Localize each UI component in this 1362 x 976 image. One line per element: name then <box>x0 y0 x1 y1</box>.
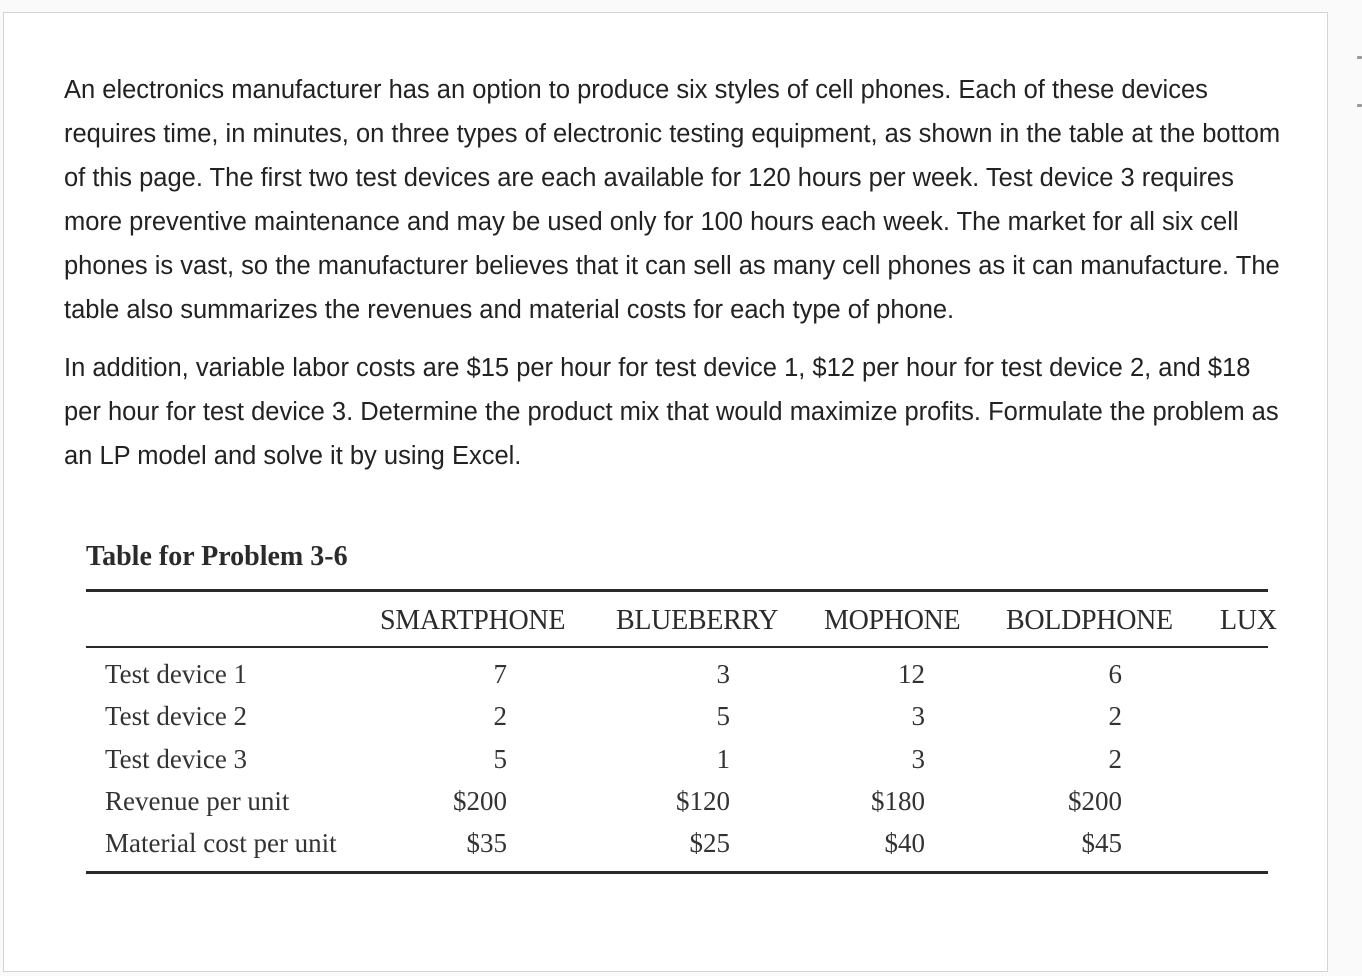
table-cell: 3 <box>911 744 925 774</box>
table-cell: $45 <box>1081 828 1122 858</box>
problem-text <box>64 68 1294 478</box>
table-cell: 6 <box>1108 659 1122 689</box>
table-cell: $180 <box>871 786 925 816</box>
row-label-test-device-3: Test device 3 <box>105 744 248 774</box>
table-cell: $35 <box>466 828 507 858</box>
row-label-revenue-per-unit: Revenue per unit <box>105 786 290 816</box>
table-cell: 7 <box>493 659 507 689</box>
table-cell: $25 <box>689 828 730 858</box>
table-cell: 3 <box>911 701 925 731</box>
problem-paragraph-2: In addition, variable labor costs are $15 per hour for test device 1, $12 per hour for test device 2, and $18 per hour for test device 3. Determine the product mix that would maximize profits. Formulate the problem as an LP model and solve it by using Excel. <box>64 354 1279 470</box>
table-top-rule <box>86 589 1268 592</box>
row-label-test-device-1: Test device 1 <box>105 659 248 689</box>
table-caption: Table for Problem 3-6 <box>86 541 348 572</box>
table-cell: $200 <box>1068 786 1122 816</box>
table-bottom-rule <box>86 871 1268 874</box>
data-table <box>86 589 1277 879</box>
table-cell: 5 <box>493 744 507 774</box>
column-header-smartphone: SMARTPHONE <box>380 605 566 636</box>
table-cell: 3 <box>716 659 730 689</box>
column-header-boldphone: BOLDPHONE <box>1006 605 1173 636</box>
row-label-test-device-2: Test device 2 <box>105 701 248 731</box>
column-header-blueberry: BLUEBERRY <box>616 605 779 636</box>
table-cell: $200 <box>453 786 507 816</box>
table-cell: 2 <box>1108 744 1122 774</box>
row-label-material-cost-per-unit: Material cost per unit <box>105 828 337 858</box>
scrollbar-marks <box>1355 40 1362 120</box>
table-cell: 2 <box>1108 701 1122 731</box>
table-cell: 5 <box>716 701 730 731</box>
table-cell: 1 <box>716 744 730 774</box>
problem-paragraph-1: An electronics manufacturer has an option to produce six styles of cell phones. Each of these devices requires time, in minutes, on three types of electronic testing equipment, as shown in the table at the bottom of this page. The first two test devices are each available for 120 hours per week. Test device 3 requires more preventive maintenance and may be used only for 100 hours each week. The market for all six cell phones is vast, so the manufacturer believes that it can sell as many cell phones as it can manufacture. The table also summarizes the revenues and material costs for each type of phone. <box>64 76 1281 324</box>
column-header-lux: LUX <box>1220 605 1277 636</box>
column-header-mophone: MOPHONE <box>824 605 961 636</box>
table-cell: 2 <box>493 701 507 731</box>
table-header-rule <box>86 646 1268 648</box>
table-cell: $120 <box>676 786 730 816</box>
table-cell: $40 <box>884 828 925 858</box>
table-cell: 12 <box>898 659 925 689</box>
